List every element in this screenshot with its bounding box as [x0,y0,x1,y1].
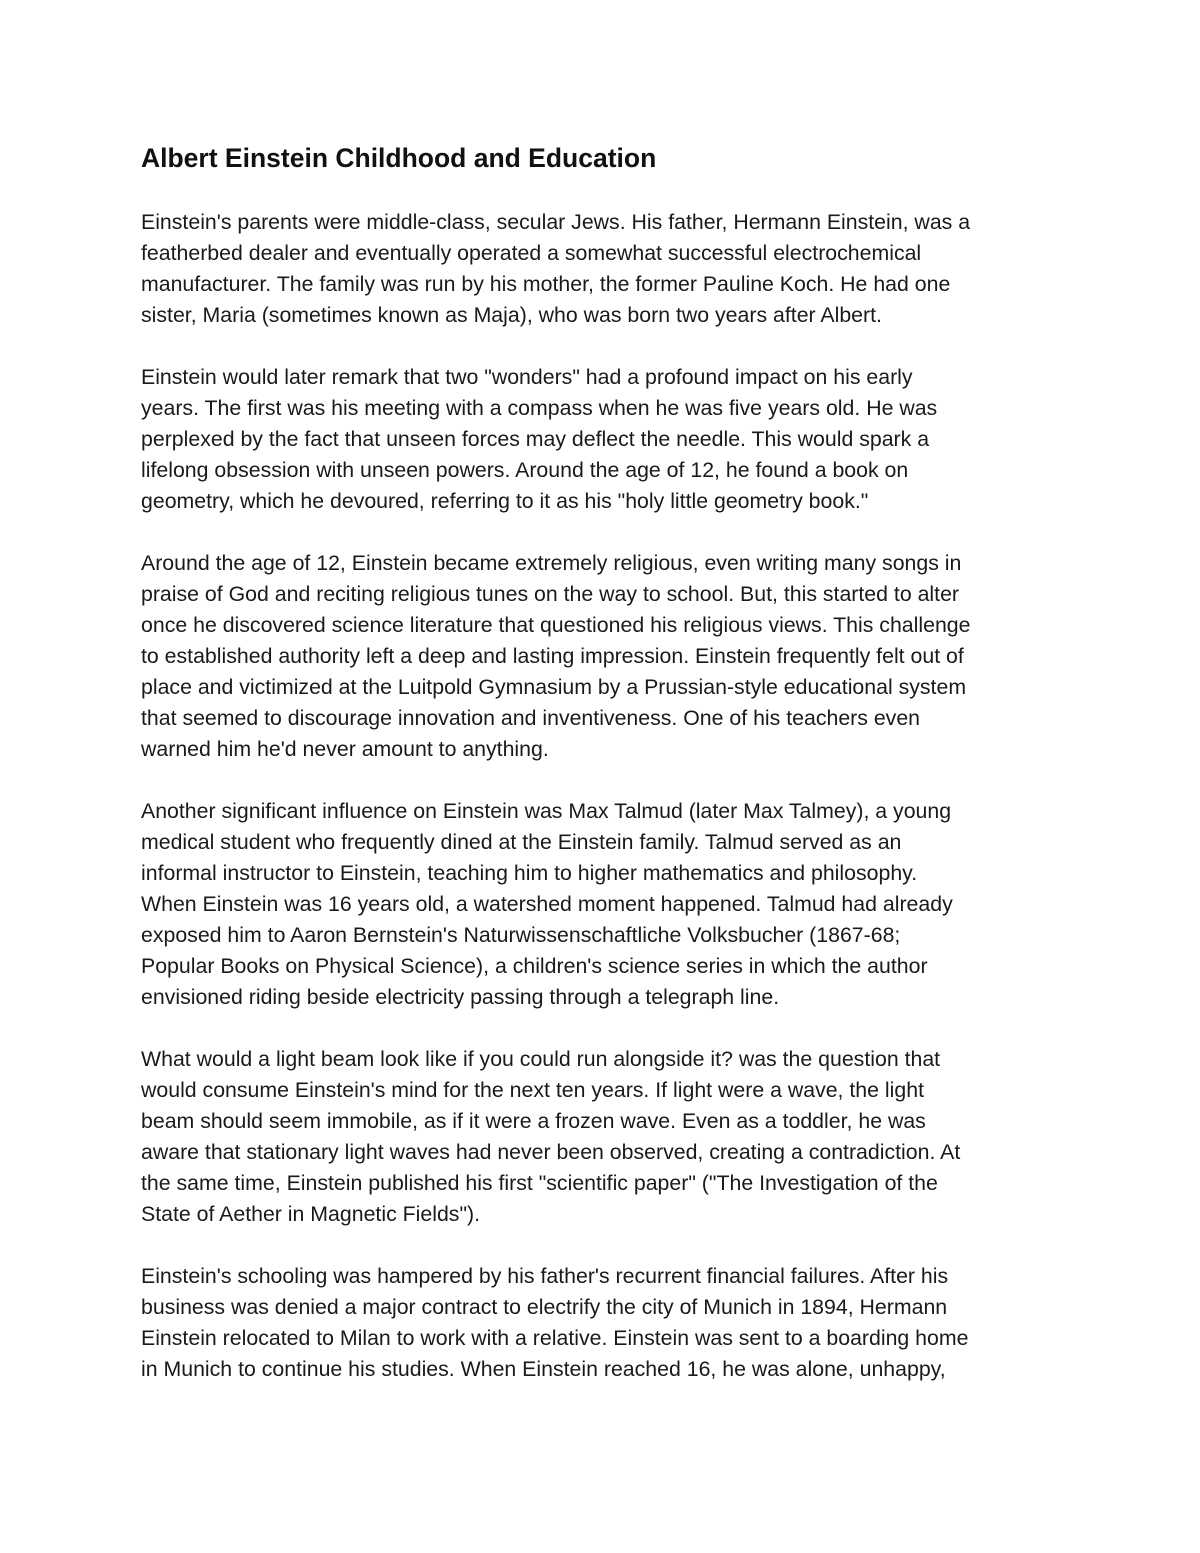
paragraph-religion [141,548,1071,765]
text-line: the same time, Einstein published his first "scientific paper" ("The Investigation of the [141,1171,938,1195]
text-line: medical student who frequently dined at the Einstein family. Talmud served as an [141,830,902,854]
paragraph-talmud [141,796,1071,1013]
text-line: warned him he'd never amount to anything. [141,737,549,761]
text-line: lifelong obsession with unseen powers. Around the age of 12, he found a book on [141,458,909,482]
text-line: that seemed to discourage innovation and inventiveness. One of his teachers even [141,706,921,730]
text-line: Einstein relocated to Milan to work with a relative. Einstein was sent to a boarding home [141,1326,969,1350]
text-line: featherbed dealer and eventually operated a somewhat successful electrochemical [141,241,922,265]
text-line: Einstein's parents were middle-class, secular Jews. His father, Hermann Einstein, was a [141,210,971,234]
text-line: perplexed by the fact that unseen forces may deflect the needle. This would spark a [141,427,930,451]
text-line: geometry, which he devoured, referring to it as his "holy little geometry book." [141,489,869,513]
text-line: would consume Einstein's mind for the next ten years. If light were a wave, the light [141,1078,924,1102]
text-line: sister, Maria (sometimes known as Maja), who was born two years after Albert. [141,303,882,327]
text-line: exposed him to Aaron Bernstein's Naturwissenschaftliche Volksbucher (1867-68; [141,923,901,947]
text-line: Popular Books on Physical Science), a children's science series in which the author [141,954,928,978]
text-line: aware that stationary light waves had never been observed, creating a contradiction. At [141,1140,961,1164]
text-line: manufacturer. The family was run by his mother, the former Pauline Koch. He had one [141,272,951,296]
document-title: Albert Einstein Childhood and Education [141,143,657,173]
text-line: business was denied a major contract to electrify the city of Munich in 1894, Hermann [141,1295,948,1319]
text-line: in Munich to continue his studies. When Einstein reached 16, he was alone, unhappy, [141,1357,946,1381]
paragraph-light-beam [141,1044,1071,1230]
text-line: When Einstein was 16 years old, a watershed moment happened. Talmud had already [141,892,953,916]
text-line: envisioned riding beside electricity passing through a telegraph line. [141,985,780,1009]
text-line: place and victimized at the Luitpold Gymnasium by a Prussian-style educational system [141,675,967,699]
text-line: once he discovered science literature that questioned his religious views. This challenge [141,613,971,637]
text-line: What would a light beam look like if you could run alongside it? was the question that [141,1047,941,1071]
paragraph-parents [141,207,1071,331]
text-line: Around the age of 12, Einstein became extremely religious, even writing many songs in [141,551,962,575]
text-line: Another significant influence on Einstein was Max Talmud (later Max Talmey), a young [141,799,952,823]
paragraph-wonders [141,362,1071,517]
text-line: Einstein would later remark that two "wonders" had a profound impact on his early [141,365,913,389]
paragraph-schooling [141,1261,1071,1385]
text-line: beam should seem immobile, as if it were a frozen wave. Even as a toddler, he was [141,1109,926,1133]
text-line: Einstein's schooling was hampered by his father's recurrent financial failures. After his [141,1264,949,1288]
document-page [141,138,1071,1416]
text-line: to established authority left a deep and lasting impression. Einstein frequently felt out of [141,644,964,668]
text-line: State of Aether in Magnetic Fields"). [141,1202,481,1226]
text-line: praise of God and reciting religious tunes on the way to school. But, this started to alter [141,582,960,606]
text-line: years. The first was his meeting with a compass when he was five years old. He was [141,396,938,420]
text-line: informal instructor to Einstein, teaching him to higher mathematics and philosophy. [141,861,918,885]
